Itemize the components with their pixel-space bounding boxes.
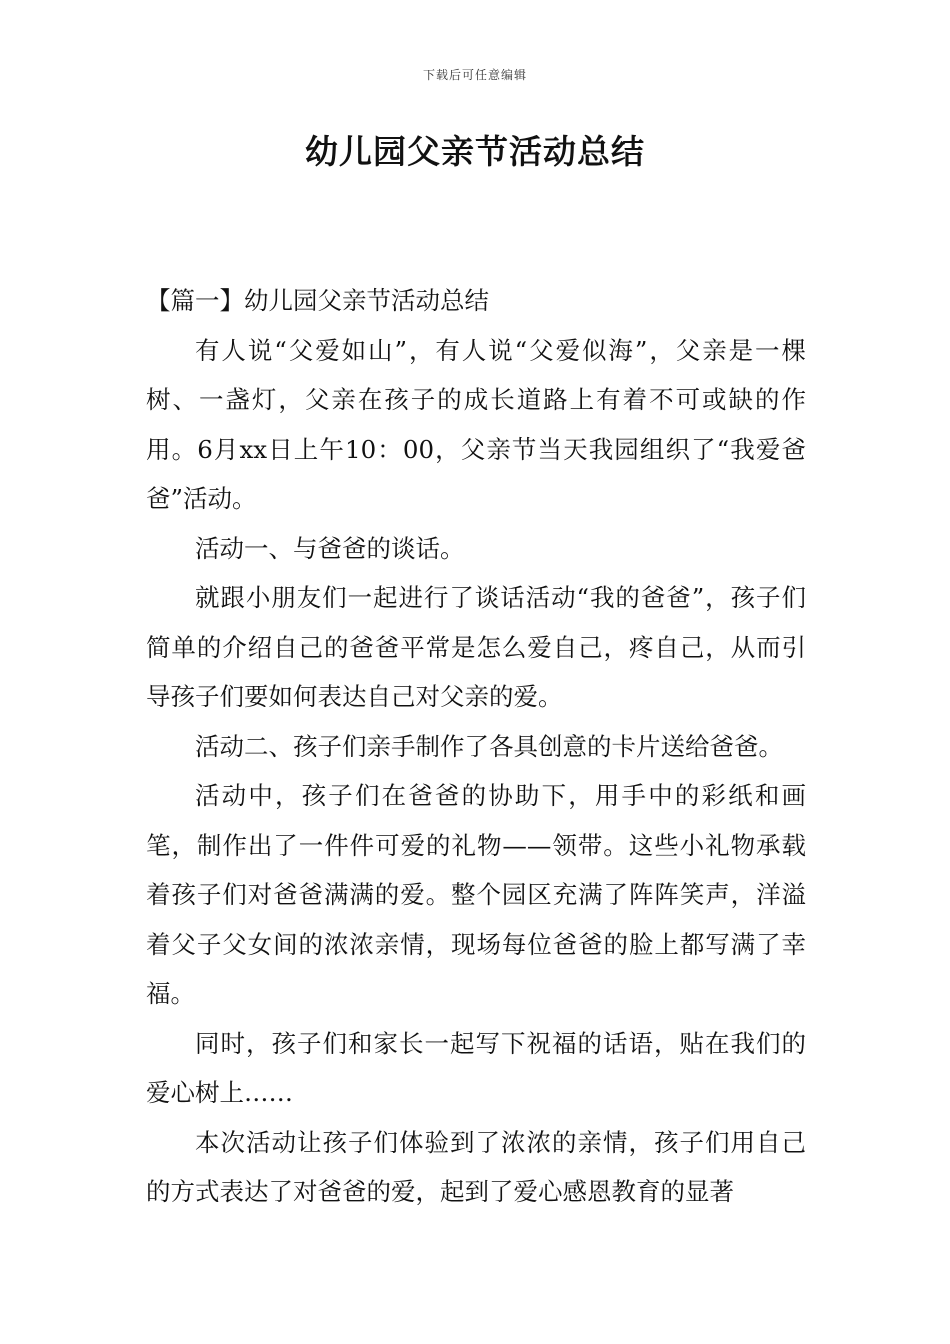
paragraph-intro: 有人说“父爱如山”，有人说“父爱似海”，父亲是一棵树、一盏灯，父亲在孩子的成长道路上有着不可或缺的作用。6月xx日上午10：00，父亲节当天我园组织了“我爱爸爸”活动。: [146, 335, 806, 513]
section-heading: 【篇一】幼儿园父亲节活动总结: [146, 286, 489, 315]
paragraph-activity-one-body: 就跟小朋友们一起进行了谈话活动“我的爸爸”，孩子们简单的介绍自己的爸爸平常是怎么爱自己，疼自己，从而引导孩子们要如何表达自己对父亲的爱。: [146, 583, 806, 711]
document-body: [146, 276, 806, 1217]
paragraph-blessing: 同时，孩子们和家长一起写下祝福的话语，贴在我们的爱心树上……: [146, 1028, 806, 1107]
paragraph-activity-one-heading: 活动一、与爸爸的谈话。: [195, 533, 465, 563]
paragraph-conclusion: 本次活动让孩子们体验到了浓浓的亲情，孩子们用自己的方式表达了对爸爸的爱，起到了爱心感恩教育的显著: [146, 1127, 806, 1206]
header-note: 下载后可任意编辑: [422, 68, 527, 82]
paragraph-activity-two-body: 活动中，孩子们在爸爸的协助下，用手中的彩纸和画笔，制作出了一件件可爱的礼物——领带。这些小礼物承载着孩子们对爸爸满满的爱。整个园区充满了阵阵笑声，洋溢着父子父女间的浓浓亲情，现场每位爸爸的脸上都写满了幸福。: [146, 781, 806, 1008]
paragraph-activity-two-heading: 活动二、孩子们亲手制作了各具创意的卡片送给爸爸。: [195, 731, 783, 761]
document-title: 幼儿园父亲节活动总结: [305, 132, 645, 171]
